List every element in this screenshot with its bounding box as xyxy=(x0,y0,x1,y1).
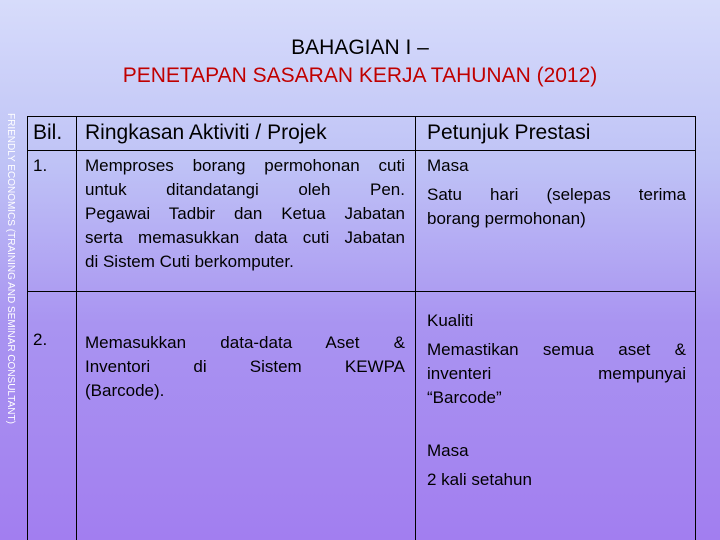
row1-petunjuk xyxy=(427,154,686,231)
row2-petunjuk-heading: Kualiti xyxy=(427,311,474,330)
sidebar-vertical-text: FRIENDLY ECONOMICS (TRAINING AND SEMINAR CONSULTANT) xyxy=(5,113,16,424)
header-bil: Bil. xyxy=(33,121,63,144)
row1-aktiviti-line: untuk ditandatangi oleh Pen. xyxy=(85,180,405,199)
row2-aktiviti-line: (Barcode). xyxy=(85,381,165,400)
row2-aktiviti-line: Memasukkan data-data Aset & xyxy=(85,333,405,352)
row1-petunjuk-heading: Masa xyxy=(427,156,469,175)
row1-aktiviti xyxy=(85,154,405,274)
table-column-divider-1 xyxy=(76,116,77,540)
table-row-divider xyxy=(27,291,696,292)
row2-petunjuk-line: inventeri mempunyai xyxy=(427,364,686,383)
row1-aktiviti-line: di Sistem Cuti berkomputer. xyxy=(85,252,294,271)
table-top-border xyxy=(27,116,696,117)
header-petunjuk: Petunjuk Prestasi xyxy=(427,121,591,144)
page-title-line1: BAHAGIAN I – xyxy=(291,36,429,59)
header-aktiviti: Ringkasan Aktiviti / Projek xyxy=(85,121,327,144)
row2-petunjuk-spacer xyxy=(427,410,686,434)
row2-bil: 2. xyxy=(33,330,48,349)
table-header-divider xyxy=(27,150,696,151)
row1-aktiviti-line: Pegawai Tadbir dan Ketua Jabatan xyxy=(85,204,405,223)
table-left-border xyxy=(27,116,28,540)
row1-petunjuk-line: borang permohonan) xyxy=(427,209,586,228)
row1-aktiviti-line: Memproses borang permohonan cuti xyxy=(85,156,405,175)
table-column-divider-2 xyxy=(415,116,416,540)
row2-petunjuk xyxy=(427,309,686,492)
page-title-line2: PENETAPAN SASARAN KERJA TAHUNAN (2012) xyxy=(122,64,598,87)
row2-aktiviti xyxy=(85,331,405,403)
row2-aktiviti-line: Inventori di Sistem KEWPA xyxy=(85,357,405,376)
row1-bil: 1. xyxy=(33,156,48,175)
row1-petunjuk-line: Satu hari (selepas terima xyxy=(427,185,686,204)
row2-petunjuk-heading: Masa xyxy=(427,441,469,460)
table-right-border xyxy=(695,116,696,540)
row1-aktiviti-line: serta memasukkan data cuti Jabatan xyxy=(85,228,405,247)
row2-petunjuk-line: 2 kali setahun xyxy=(427,470,532,489)
row2-petunjuk-line: Memastikan semua aset & xyxy=(427,340,686,359)
row2-petunjuk-line: “Barcode” xyxy=(427,388,502,407)
